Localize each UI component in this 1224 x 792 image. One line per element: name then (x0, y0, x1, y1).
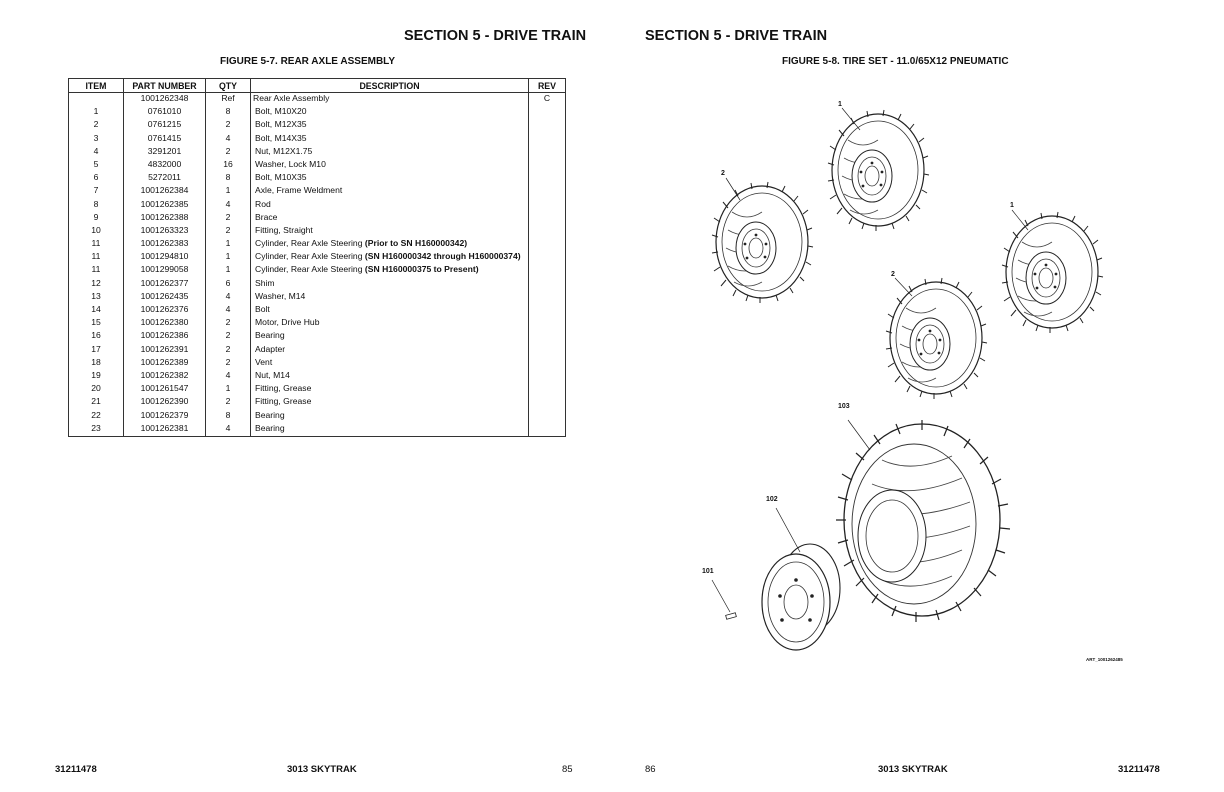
cell-qty: 4 (206, 199, 251, 212)
description-text: Bolt (255, 304, 270, 314)
cell-qty: 1 (206, 185, 251, 198)
header-qty: QTY (206, 79, 251, 93)
right-figure-title: FIGURE 5-8. TIRE SET - 11.0/65X12 PNEUMATIC (782, 56, 1009, 67)
cell-item: 13 (69, 291, 124, 304)
cell-part-number: 1001261547 (124, 383, 206, 396)
cell-item: 17 (69, 344, 124, 357)
cell-part-number: 1001262381 (124, 423, 206, 437)
cell-part-number: 1001262390 (124, 396, 206, 409)
cell-part-number: 0761415 (124, 133, 206, 146)
cell-part-number: 1001262389 (124, 357, 206, 370)
cell-item: 5 (69, 159, 124, 172)
description-text: Washer, Lock M10 (255, 158, 326, 169)
table-header-row (69, 79, 566, 93)
cell-description (251, 423, 529, 437)
table-row (69, 357, 566, 370)
cell-description (251, 212, 529, 225)
cell-item: 11 (69, 251, 124, 264)
description-text: Nut, M14 (255, 369, 290, 380)
table-row (69, 199, 566, 212)
table-row (69, 159, 566, 172)
right-footer-page-number: 86 (645, 764, 656, 775)
cell-item: 6 (69, 172, 124, 185)
left-figure-title: FIGURE 5-7. REAR AXLE ASSEMBLY (220, 56, 396, 67)
cell-part-number: 1001263323 (124, 225, 206, 238)
description-text: Rear Axle Assembly (253, 93, 330, 103)
cell-description (251, 396, 529, 409)
cell-part-number: 1001262379 (124, 410, 206, 423)
description-text: Bearing (255, 330, 285, 341)
header-part-number: PART NUMBER (124, 79, 206, 93)
cell-part-number: 1001262386 (124, 330, 206, 343)
cell-description (251, 225, 529, 238)
cell-part-number: 1001262435 (124, 291, 206, 304)
serial-range-note: (SN H160000342 through H160000374) (364, 251, 521, 262)
right-section-title: SECTION 5 - DRIVE TRAIN (645, 28, 828, 44)
description-text: Washer, M14 (255, 290, 306, 301)
table-row (69, 396, 566, 409)
table-row (69, 330, 566, 343)
cell-qty: 8 (206, 172, 251, 185)
left-section-title: SECTION 5 - DRIVE TRAIN (404, 28, 587, 44)
description-text: Brace (255, 211, 278, 222)
cell-description (251, 264, 529, 277)
parts-table-body (69, 93, 566, 437)
description-text: Nut, M12X1.75 (255, 145, 313, 156)
description-text: Fitting, Straight (255, 224, 313, 235)
description-text: Cylinder, Rear Axle Steering (255, 251, 365, 262)
cell-item: 12 (69, 278, 124, 291)
tire-left-drawing (712, 182, 813, 303)
table-row (69, 133, 566, 146)
cell-qty: 4 (206, 133, 251, 146)
cell-description (251, 133, 529, 146)
table-row (69, 119, 566, 132)
cell-description (251, 238, 529, 251)
cell-description (251, 370, 529, 383)
description-text: Shim (255, 277, 275, 288)
cell-qty: 1 (206, 264, 251, 277)
cell-description (251, 278, 529, 291)
cell-rev (529, 119, 566, 132)
right-footer-model: 3013 SKYTRAK (878, 764, 948, 775)
cell-qty: 2 (206, 146, 251, 159)
cell-description (251, 357, 529, 370)
cell-qty: 2 (206, 396, 251, 409)
description-text: Fitting, Grease (255, 383, 312, 394)
cell-part-number: 5272011 (124, 172, 206, 185)
cell-item: 19 (69, 370, 124, 383)
cell-item: 21 (69, 396, 124, 409)
cell-qty: 1 (206, 383, 251, 396)
callout-valve: 101 (702, 568, 714, 575)
cell-part-number: 1001262380 (124, 317, 206, 330)
cell-qty: 16 (206, 159, 251, 172)
cell-rev (529, 357, 566, 370)
cell-rev (529, 423, 566, 437)
right-footer-doc-number: 31211478 (1118, 764, 1160, 775)
cell-part-number: 1001262388 (124, 212, 206, 225)
cell-description (251, 291, 529, 304)
cell-item: 2 (69, 119, 124, 132)
cell-rev (529, 344, 566, 357)
cell-item: 11 (69, 238, 124, 251)
cell-rev (529, 330, 566, 343)
cell-qty: 4 (206, 304, 251, 317)
callout-tire-left: 2 (721, 170, 725, 177)
cell-part-number: 1001262376 (124, 304, 206, 317)
table-row (69, 264, 566, 277)
description-text: Bolt, M10X35 (255, 172, 307, 183)
cell-description (251, 383, 529, 396)
cell-item: 20 (69, 383, 124, 396)
cell-qty: 4 (206, 370, 251, 383)
cell-rev (529, 410, 566, 423)
table-row (69, 304, 566, 317)
description-text: Cylinder, Rear Axle Steering (255, 264, 365, 275)
cell-item (69, 93, 124, 107)
cell-description (251, 304, 529, 317)
cell-part-number: 1001262385 (124, 199, 206, 212)
art-id: ART_1001262485 (1086, 657, 1123, 662)
cell-rev (529, 264, 566, 277)
table-row (69, 370, 566, 383)
cell-rev (529, 225, 566, 238)
cell-qty: 2 (206, 212, 251, 225)
parts-table (68, 78, 566, 437)
callout-rim: 102 (766, 496, 778, 503)
serial-range-note: (Prior to SN H160000342) (364, 238, 468, 249)
tire-right-drawing (1002, 212, 1103, 333)
cell-rev (529, 146, 566, 159)
description-text: Bolt, M14X35 (255, 132, 307, 143)
callout-tire-right: 1 (1010, 202, 1014, 209)
description-text: Axle, Frame Weldment (255, 185, 343, 196)
cell-item: 4 (69, 146, 124, 159)
cell-item: 15 (69, 317, 124, 330)
description-text: Adapter (255, 343, 286, 354)
left-footer-page-number: 85 (562, 764, 573, 775)
cell-part-number: 1001299058 (124, 264, 206, 277)
table-row (69, 146, 566, 159)
callout-tire-top: 1 (838, 101, 842, 108)
cell-qty: 8 (206, 106, 251, 119)
valve-stem-drawing (726, 613, 737, 619)
left-footer-model: 3013 SKYTRAK (287, 764, 357, 775)
cell-rev (529, 212, 566, 225)
cell-qty: 2 (206, 357, 251, 370)
cell-description (251, 93, 529, 107)
cell-qty: Ref (206, 93, 251, 107)
cell-rev (529, 172, 566, 185)
description-text: Bearing (255, 409, 285, 420)
cell-qty: 2 (206, 119, 251, 132)
cell-rev (529, 317, 566, 330)
cell-item: 22 (69, 410, 124, 423)
table-row (69, 383, 566, 396)
cell-part-number: 1001262348 (124, 93, 206, 107)
cell-item: 10 (69, 225, 124, 238)
cell-description (251, 146, 529, 159)
cell-part-number: 1001262382 (124, 370, 206, 383)
description-text: Fitting, Grease (255, 396, 312, 407)
table-row (69, 278, 566, 291)
tire-center-drawing (886, 278, 987, 399)
cell-part-number: 0761010 (124, 106, 206, 119)
cell-rev (529, 199, 566, 212)
cell-item: 3 (69, 133, 124, 146)
table-row (69, 172, 566, 185)
cell-item: 7 (69, 185, 124, 198)
left-footer-doc-number: 31211478 (55, 764, 97, 775)
cell-description (251, 330, 529, 343)
table-row (69, 423, 566, 437)
cell-qty: 4 (206, 423, 251, 437)
cell-rev (529, 106, 566, 119)
cell-qty: 1 (206, 238, 251, 251)
cell-item: 14 (69, 304, 124, 317)
cell-item: 23 (69, 423, 124, 437)
description-text: Bearing (255, 422, 285, 433)
cell-rev (529, 185, 566, 198)
cell-part-number: 1001262384 (124, 185, 206, 198)
table-row (69, 185, 566, 198)
cell-item: 9 (69, 212, 124, 225)
cell-rev (529, 159, 566, 172)
cell-description (251, 185, 529, 198)
cell-item: 8 (69, 199, 124, 212)
cell-part-number: 1001262377 (124, 278, 206, 291)
table-row (69, 344, 566, 357)
cell-item: 1 (69, 106, 124, 119)
cell-description (251, 172, 529, 185)
cell-qty: 6 (206, 278, 251, 291)
table-row (69, 93, 566, 107)
serial-range-note: (SN H160000375 to Present) (364, 264, 479, 275)
large-tire-drawing (836, 420, 1010, 622)
cell-item: 18 (69, 357, 124, 370)
cell-qty: 2 (206, 344, 251, 357)
table-row (69, 106, 566, 119)
cell-rev (529, 291, 566, 304)
table-row (69, 291, 566, 304)
cell-item: 11 (69, 264, 124, 277)
cell-rev (529, 251, 566, 264)
description-text: Cylinder, Rear Axle Steering (255, 238, 365, 249)
cell-rev (529, 238, 566, 251)
cell-item: 16 (69, 330, 124, 343)
cell-description (251, 119, 529, 132)
header-rev: REV (529, 79, 566, 93)
description-text: Rod (255, 198, 271, 209)
table-row (69, 317, 566, 330)
table-row (69, 225, 566, 238)
cell-description (251, 199, 529, 212)
cell-qty: 4 (206, 291, 251, 304)
cell-qty: 2 (206, 317, 251, 330)
description-text: Bolt, M12X35 (255, 119, 307, 130)
table-row (69, 251, 566, 264)
header-description: DESCRIPTION (251, 79, 529, 93)
description-text: Vent (255, 356, 273, 367)
cell-part-number: 3291201 (124, 146, 206, 159)
table-row (69, 410, 566, 423)
table-row (69, 238, 566, 251)
cell-description (251, 251, 529, 264)
table-row (69, 212, 566, 225)
cell-rev (529, 133, 566, 146)
cell-description (251, 106, 529, 119)
cell-qty: 2 (206, 225, 251, 238)
tire-top-drawing (828, 110, 929, 231)
header-item: ITEM (69, 79, 124, 93)
cell-part-number: 0761215 (124, 119, 206, 132)
cell-qty: 8 (206, 410, 251, 423)
cell-description (251, 317, 529, 330)
cell-part-number: 4832000 (124, 159, 206, 172)
callout-tire-center: 2 (891, 271, 895, 278)
cell-qty: 2 (206, 330, 251, 343)
description-text: Bolt, M10X20 (255, 106, 307, 117)
cell-rev: C (529, 93, 566, 107)
description-text: Motor, Drive Hub (255, 317, 320, 328)
cell-part-number: 1001262383 (124, 238, 206, 251)
rim-drawing (762, 544, 840, 650)
cell-rev (529, 383, 566, 396)
cell-rev (529, 278, 566, 291)
cell-part-number: 1001262391 (124, 344, 206, 357)
cell-part-number: 1001294810 (124, 251, 206, 264)
cell-description (251, 159, 529, 172)
cell-rev (529, 370, 566, 383)
cell-rev (529, 396, 566, 409)
tire-set-illustration (690, 90, 1150, 670)
cell-rev (529, 304, 566, 317)
cell-description (251, 410, 529, 423)
cell-description (251, 344, 529, 357)
cell-qty: 1 (206, 251, 251, 264)
callout-tire: 103 (838, 403, 850, 410)
